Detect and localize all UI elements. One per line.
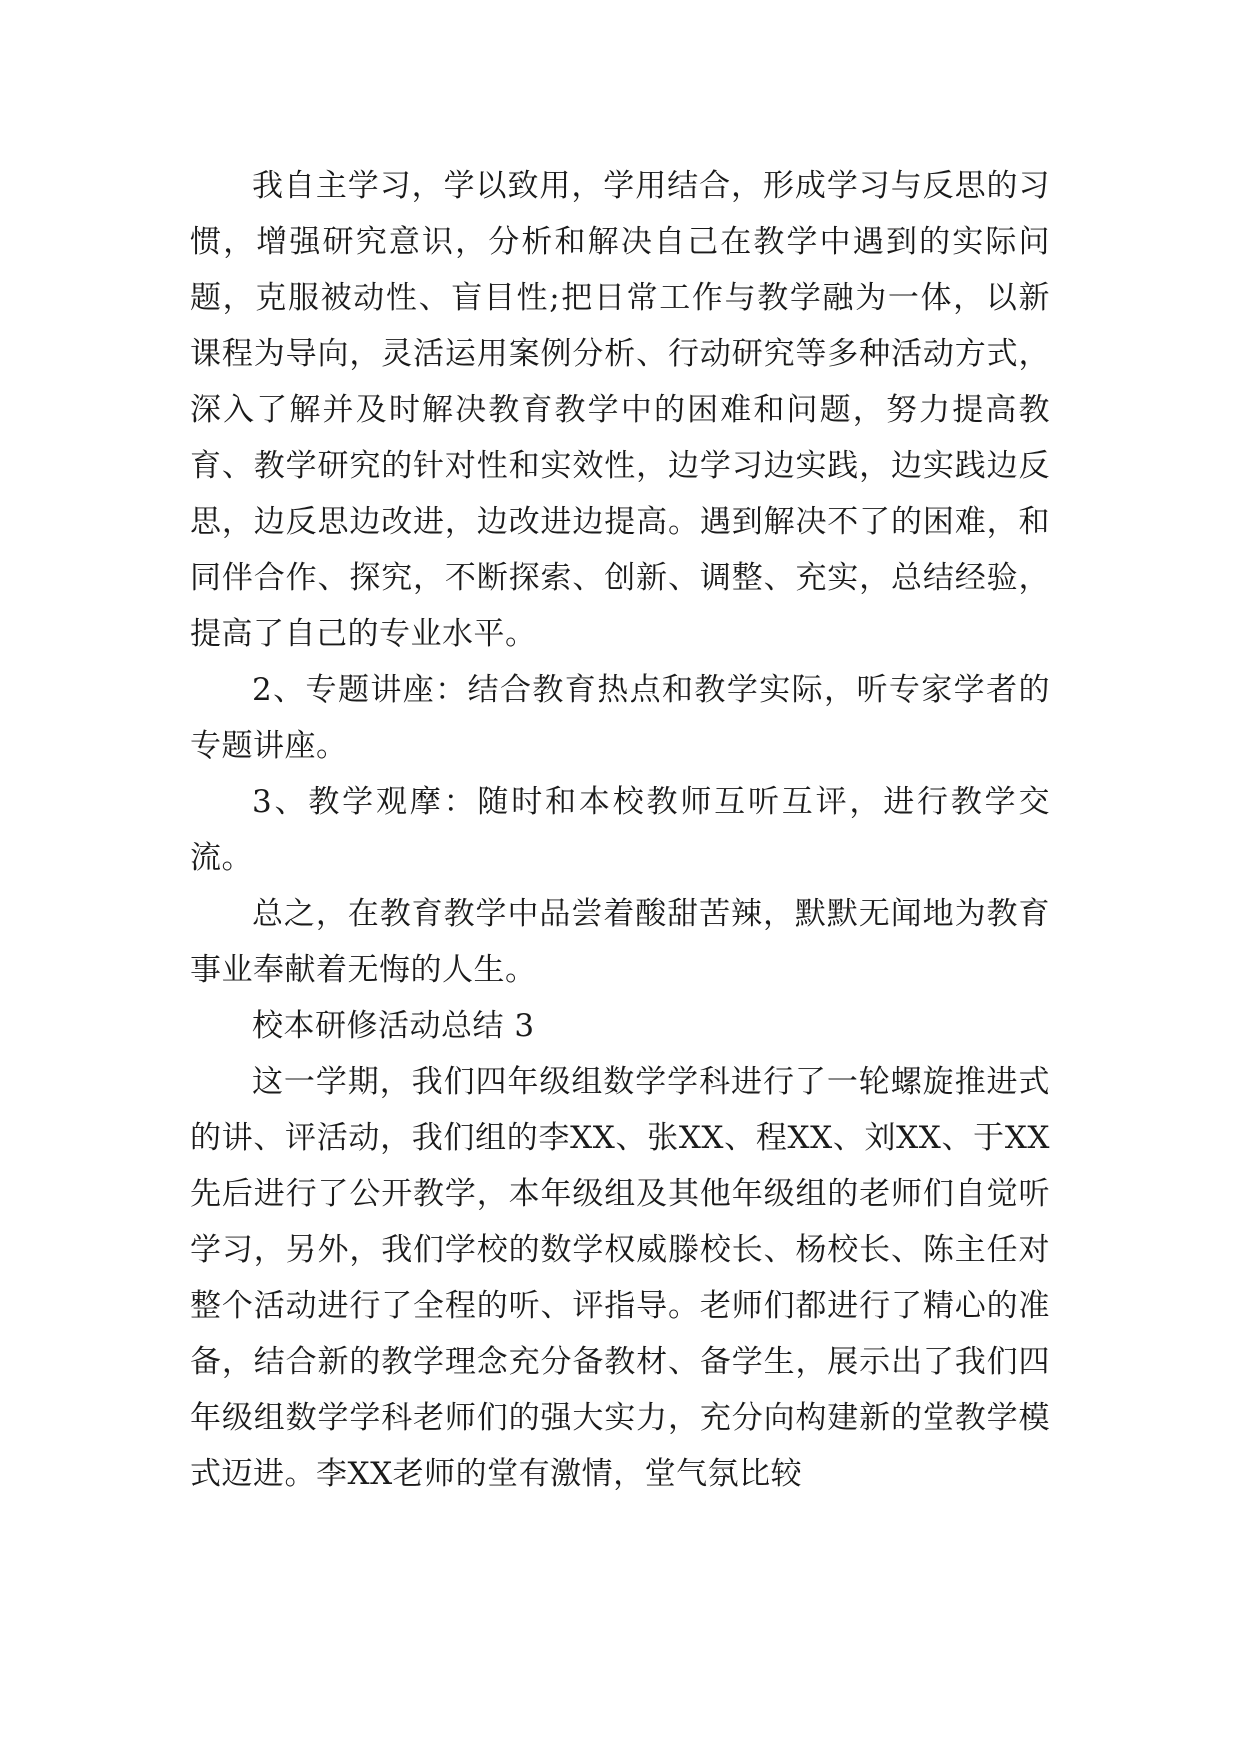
- paragraph-summary: 总之，在教育教学中品尝着酸甜苦辣，默默无闻地为教育事业奉献着无悔的人生。: [190, 896, 1050, 988]
- document-body: [190, 158, 1050, 1502]
- paragraph-observation: 3、教学观摩：随时和本校教师互听互评，进行教学交流。: [190, 784, 1050, 876]
- paragraph-self-study: 我自主学习，学以致用，学用结合，形成学习与反思的习惯，增强研究意识，分析和解决自己在教学中遇到的实际问题，克服被动性、盲目性;把日常工作与教学融为一体，以新课程为导向，灵活运用案例分析、行动研究等多种活动方式，深入了解并及时解决教育教学中的困难和问题，努力提高教育、教学研究的针对性和实效性，边学习边实践，边实践边反思，边反思边改进，边改进边提高。遇到解决不了的困难，和同伴合作、探究，不断探索、创新、调整、充实，总结经验，提高了自己的专业水平。: [190, 168, 1050, 652]
- paragraph-lecture: 2、专题讲座：结合教育热点和教学实际，听专家学者的专题讲座。: [190, 672, 1050, 764]
- section-heading: 校本研修活动总结 3: [252, 1008, 535, 1044]
- paragraph-semester: 这一学期，我们四年级组数学学科进行了一轮螺旋推进式的讲、评活动，我们组的李XX、张XX、程XX、刘XX、于XX先后进行了公开教学，本年级组及其他年级组的老师们自觉听学习，另外，我们学校的数学权威滕校长、杨校长、陈主任对整个活动进行了全程的听、评指导。老师们都进行了精心的准备，结合新的教学理念充分备教材、备学生，展示出了我们四年级组数学学科老师们的强大实力，充分向构建新的堂教学模式迈进。李XX老师的堂有激情，堂气氛比较: [190, 1064, 1050, 1492]
